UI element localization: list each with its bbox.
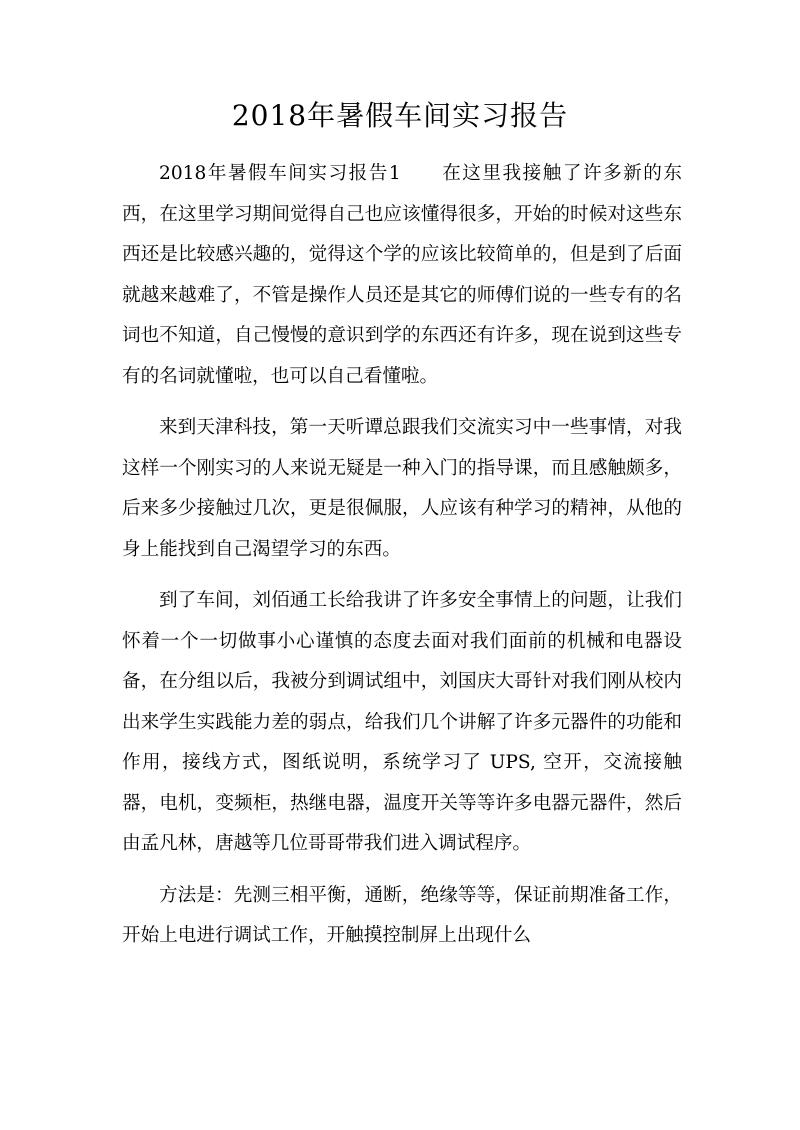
paragraph-4: 方法是：先测三相平衡，通断，绝缘等等，保证前期准备工作，开始上电进行调试工作，开触摸控制屏上出现什么 [122,884,682,946]
document-title: 2018年暑假车间实习报告 [231,99,569,132]
paragraph-1-text: 在这里我接触了许多新的东西，在这里学习期间觉得自己也应该懂得很多，开始的时候对这些东西还是比较感兴趣的，觉得这个学的应该比较简单的，但是到了后面就越来越难了，不管是操作人员还是其它的师傅们说的一些专有的名词也不知道，自己慢慢的意识到学的东西还有许多，现在说到这些专有的名词就懂啦，也可以自己看懂啦。 [122,163,682,387]
paragraph-1 [122,154,682,397]
paragraph-3: 到了车间，刘佰通工长给我讲了许多安全事情上的问题，让我们怀着一个一切做事小心谨慎的态度去面对我们面前的机械和电器设备，在分组以后，我被分到调试组中，刘国庆大哥针对我们刚从校内出来学生实践能力差的弱点，给我们几个讲解了许多元器件的功能和作用，接线方式，图纸说明，系统学习了 UPS, 空开，交流接触器，电机，变频柜，热继电器，温度开关等等许多电器元器件，然后由孟凡林，唐越等几位哥哥带我们进入调试程序。 [122,590,682,854]
paragraph-2: 来到天津科技，第一天听谭总跟我们交流实习中一些事情，对我这样一个刚实习的人来说无疑是一种入门的指导课，而且感触颇多，后来多少接触过几次，更是很佩服，人应该有种学习的精神，从他的身上能找到自己渴望学习的东西。 [122,417,682,560]
section-lead-label: 2018年暑假车间实习报告1 [159,163,401,184]
document-body [122,154,682,968]
